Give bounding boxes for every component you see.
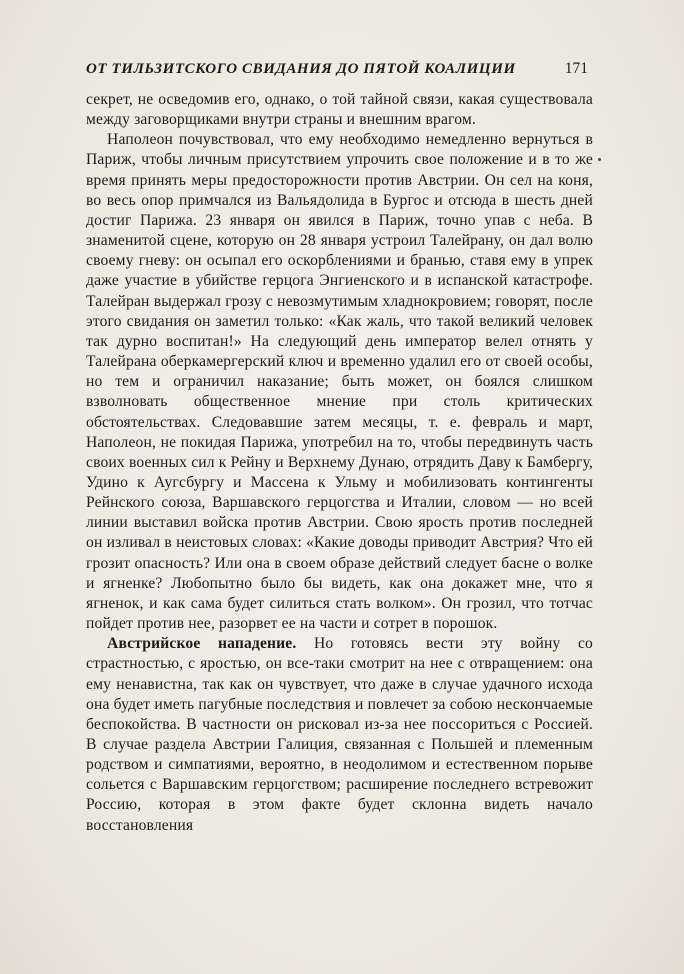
page-number: 171 xyxy=(564,60,588,77)
paragraph-text: Наполеон почувствовал, что ему необходимо немедленно вернуться в Париж, чтобы личным присутствием упрочить свое положение и в то же время принять меры предосторожности против Австрии. Он сел на коня, во весь опор примчался из Вальядолида в Бургос и отсюда в шесть дней достиг Парижа. 23 января он явился в Париж, точно упав с неба. В знаменитой сцене, которую он 28 января устроил Талейрану, он дал волю своему гневу: он осыпал его оскорблениями и бранью, ставя ему в упрек даже участие в убийстве герцога Энгиенского и в испанской катастрофе. Талейран выдержал грозу с невозмутимым хладнокровием; говорят, после этого свидания он заметил только: «Как жаль, что такой великий человек так дурно воспитан!» На следующий день император велел отнять у Талейрана оберкамергерский ключ и временно удалил его от своей особы, но тем и ограничил наказание; быть может, он боялся слишком взволновать общественное мнение при столь критических обстоятельствах. Следовавшие затем месяцы, т. е. февраль и март, Наполеон, не покидая Парижа, употребил на то, чтобы передвинуть часть своих военных сил к Рейну и Верхнему Дунаю, отрядить Даву к Бамбергу, Удино к Аугсбургу и Массена к Ульму и мобилизовать контингенты Рейнского союза, Варшавского герцогства и Италии, словом — но всей линии выставил войска против Австрии. Свою ярость против последней он изливал в неистовых словах: «Какие доводы приводит Австрия? Что ей грозит опасность? Или она в своем образе действий следует басне о волке и ягненке? Любопытно было бы видеть, как она докажет мне, что я ягненок, и как сама будет силиться стать волком». Он грозил, что тотчас пойдет против нее, разорвет ее на части и сотрет в порошок. xyxy=(86,131,593,633)
paragraph-text: Но готовясь вести эту войну со страстностью, с яростью, он все-таки смотрит на нее с отвращением: она ему ненавистна, так как он чувствует, что даже в случае удачного исхода она будет иметь пагубные последствия и повлечет за собою нескончаемые беспокойства. В частности он рисковал из-за нее поссориться с Россией. В случае раздела Австрии Галиция, связанная с Польшей и племенным родством и симпатиями, вероятно, в неодолимом и естественном порыве сольется с Варшавским герцогством; расширение последнего встревожит Россию, которая в этом факте будет склонна видеть начало восстановления xyxy=(86,635,593,834)
paragraph-text: секрет, не осведомив его, однако, о той тайной связи, какая существовала между заговорщиками внутри страны и внешним врагом. xyxy=(86,91,593,129)
page-header xyxy=(86,60,588,78)
body-text xyxy=(86,90,593,836)
paragraph xyxy=(86,634,593,836)
paragraph xyxy=(86,90,593,130)
running-title: ОТ ТИЛЬЗИТСКОГО СВИДАНИЯ ДО ПЯТОЙ КОАЛИЦИИ xyxy=(86,61,516,77)
section-run-in-heading: Австрийское нападение. xyxy=(107,635,297,653)
print-speck xyxy=(598,158,601,161)
paragraph xyxy=(86,130,593,634)
